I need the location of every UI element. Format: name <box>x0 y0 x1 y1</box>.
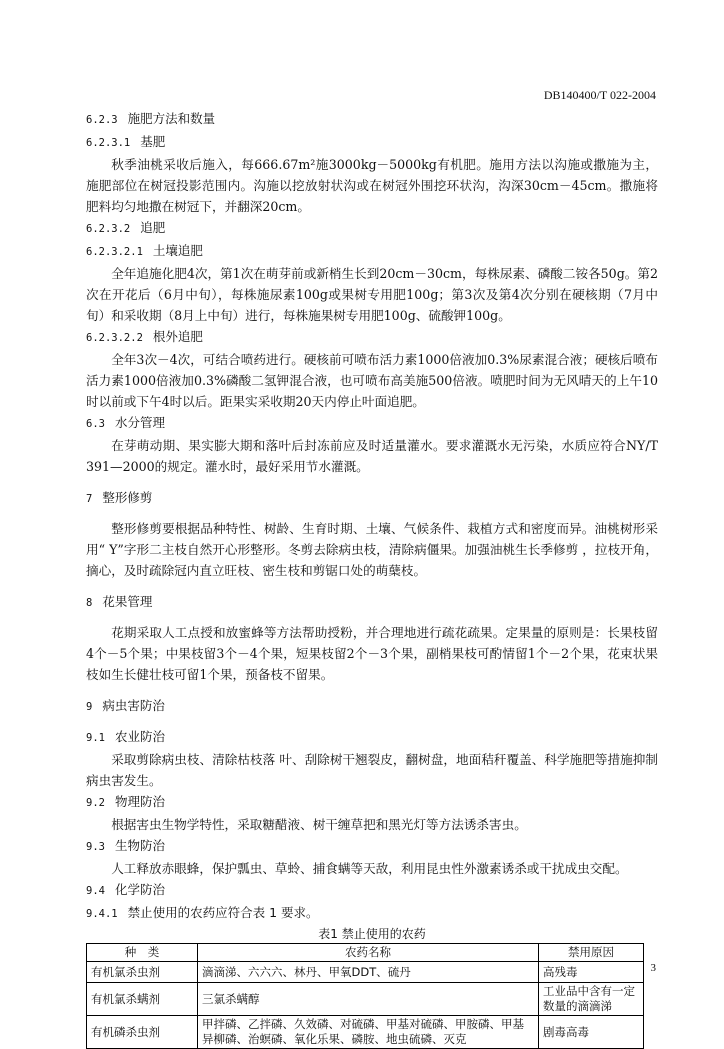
section-heading: 6.2.3.2.2 根外追肥 <box>86 329 203 344</box>
table-cell: 有机氯杀虫剂 <box>87 962 198 983</box>
section-heading: 6.2.3.2 追肥 <box>86 220 166 235</box>
paragraph: 根据害虫生物学特性，采取糖醋液、树干缠草把和黑光灯等方法诱杀害虫。 <box>111 817 527 832</box>
section-heading: 9.3 生物防治 <box>86 838 165 853</box>
table-row <box>87 1016 644 1049</box>
table-row <box>87 962 644 983</box>
section-heading: 9.1 农业防治 <box>86 729 165 744</box>
section-heading: 9.4 化学防治 <box>86 882 165 897</box>
paragraph: 采取剪除病虫枝、清除枯枝落 叶、刮除树干翘裂皮，翻树盘，地面秸秆覆盖、科学施肥等措施抑制病虫害发生。 <box>86 752 658 788</box>
table-cell: 有机氯杀螨剂 <box>87 983 198 1016</box>
table-header-row <box>87 944 644 962</box>
section-heading: 6.2.3 施肥方法和数量 <box>86 111 216 126</box>
paragraph: 人工释放赤眼蜂，保护瓢虫、草蛉、捕食螨等天敌，利用昆虫性外激素诱杀或干扰成虫交配。 <box>111 861 628 876</box>
section-heading: 8 花果管理 <box>86 594 153 609</box>
table-cell: 剧毒高毒 <box>539 1016 644 1049</box>
section-heading: 6.2.3.2.1 土壤追肥 <box>86 243 203 258</box>
table-cell: 三氯杀螨醇 <box>198 983 539 1016</box>
paragraph: 全年3次－4次，可结合喷药进行。硬核前可喷布活力素1000倍液加0.3%尿素混合液；硬核后喷布活力素1000倍液加0.3%磷酸二氢钾混合液，也可喷布高美施500倍液。喷肥时间为无风晴天的上午10时以前或下午4时以后。距果实采收期20天内停止叶面追肥。 <box>86 352 658 409</box>
table-cell: 滴滴涕、六六六、林丹、甲氧DDT、硫丹 <box>198 962 539 983</box>
banned-pesticides-table <box>86 943 644 1049</box>
document-code: DB140400/T 022-2004 <box>543 88 656 102</box>
column-header: 种 类 <box>87 944 198 962</box>
section-heading: 7 整形修剪 <box>86 490 153 505</box>
paragraph: 在芽萌动期、果实膨大期和落叶后封冻前应及时适量灌水。要求灌溉水无污染，水质应符合NY/T 391—2000的规定。灌水时，最好采用节水灌溉。 <box>86 438 658 474</box>
table-row <box>87 983 644 1016</box>
column-header: 农药名称 <box>198 944 539 962</box>
table-cell: 高残毒 <box>539 962 644 983</box>
table-cell: 甲拌磷、乙拌磷、久效磷、对硫磷、甲基对硫磷、甲胺磷、甲基异柳磷、治螟磷、氧化乐果、磷胺、地虫硫磷、灭克 <box>198 1016 539 1049</box>
table-cell: 有机磷杀虫剂 <box>87 1016 198 1049</box>
paragraph: 全年追施化肥4次，第1次在萌芽前或新梢生长到20cm－30cm，每株尿素、磷酸二铵各50g。第2次在开花后（6月中旬），每株施尿素100g或果树专用肥100g；第3次及第4次分别在硬核期（7月中旬）和采收期（8月上中旬）进行，每株施果树专用肥100g、硫酸钾100g。 <box>86 266 658 323</box>
paragraph: 整形修剪要根据品种特性、树龄、生育时期、土壤、气候条件、栽植方式和密度而异。油桃树形采用“ Y”字形二主枝自然开心形整形。冬剪去除病虫枝，清除病僵果。加强油桃生长季修剪 ，拉枝开角，摘心，及时疏除冠内直立旺枝、密生枝和剪锯口处的萌蘖枝。 <box>86 521 658 578</box>
section-heading: 9.2 物理防治 <box>86 794 165 809</box>
column-header: 禁用原因 <box>539 944 644 962</box>
section-heading: 6.2.3.1 基肥 <box>86 134 166 149</box>
paragraph: 秋季油桃采收后施入，每666.67m²施3000kg－5000kg有机肥。施用方法以沟施或撒施为主，施肥部位在树冠投影范围内。沟施以挖放射状沟或在树冠外围挖环状沟，沟深30cm－45cm。撒施将肥料均匀地撒在树冠下，并翻深20cm。 <box>86 157 658 214</box>
table-cell: 工业品中含有一定数量的滴滴涕 <box>539 983 644 1016</box>
section-heading: 6.3 水分管理 <box>86 415 165 430</box>
section-heading: 9 病虫害防治 <box>86 698 165 713</box>
page-number: 3 <box>650 962 656 974</box>
paragraph: 花期采取人工点授和放蜜蜂等方法帮助授粉，并合理地进行疏花疏果。定果量的原则是：长果枝留4个－5个果；中果枝留3个－4个果，短果枝留2个－3个果，副梢果枝可酌情留1个－2个果，花束状果枝如生长健壮枝可留1个果，预备枝不留果。 <box>86 625 658 682</box>
document-body <box>86 108 658 1049</box>
section-heading: 9.4.1 禁止使用的农药应符合表 1 要求。 <box>86 905 319 920</box>
table-caption: 表1 禁止使用的农药 <box>318 927 426 941</box>
